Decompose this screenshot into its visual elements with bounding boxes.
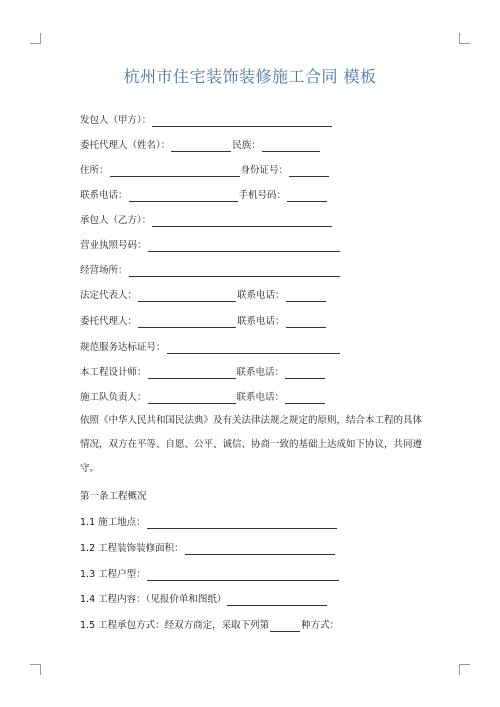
method-line [80, 620, 339, 632]
agent-name-blank[interactable] [171, 141, 231, 152]
agent-blank[interactable] [138, 317, 236, 328]
cert-line [80, 342, 341, 354]
site-blank[interactable] [147, 518, 337, 529]
team-leader-blank[interactable] [148, 393, 236, 404]
designer-blank[interactable] [148, 368, 236, 379]
id-number-blank[interactable] [289, 166, 329, 177]
site-label: 1.1 施工地点： [80, 517, 146, 528]
contractor-blank[interactable] [152, 216, 332, 227]
business-site-label: 经营场所： [80, 265, 128, 276]
legal-rep-blank[interactable] [138, 291, 236, 302]
employer-line [80, 115, 333, 127]
agent-phone-label: 联系电话： [237, 316, 285, 327]
designer-label: 本工程设计师： [80, 367, 147, 378]
designer-line [80, 367, 326, 379]
license-label: 营业执照号码： [80, 240, 147, 251]
layout-blank[interactable] [147, 570, 339, 581]
residence-label: 住所： [80, 165, 109, 176]
content-blank[interactable] [227, 595, 327, 606]
employer-blank[interactable] [152, 116, 332, 127]
method-label: 1.5 工程承包方式：经双方商定，采取下列第 [80, 620, 270, 631]
residence-line [80, 165, 330, 177]
phone-line [80, 190, 328, 202]
contractor-label: 承包人（乙方）： [80, 215, 152, 226]
phone-label: 联系电话： [80, 190, 128, 201]
crop-mark-top-left [30, 33, 41, 44]
mobile-label: 手机号码： [238, 190, 287, 201]
designer-phone-label: 联系电话： [236, 367, 285, 378]
cert-label: 规范服务达标证号： [80, 342, 166, 353]
layout-line [80, 569, 340, 581]
employer-label: 发包人（甲方）： [80, 115, 152, 126]
agent-name-label: 委托代理人（姓名）： [80, 140, 171, 151]
residence-blank[interactable] [110, 166, 240, 177]
content-label: 1.4 工程内容：（见报价单和图纸） [80, 594, 227, 605]
team-leader-label: 施工队负责人： [80, 392, 147, 403]
legal-rep-label: 法定代表人： [80, 290, 138, 301]
ethnicity-label: 民族： [232, 140, 261, 151]
agent-line [80, 316, 327, 328]
agent-name-line [80, 140, 321, 152]
mobile-blank[interactable] [287, 191, 327, 202]
legal-rep-phone-blank[interactable] [286, 291, 326, 302]
area-label: 1.2 工程装饰装修面积： [80, 543, 184, 554]
crop-mark-top-right [459, 33, 470, 44]
business-site-blank[interactable] [129, 266, 340, 277]
intro-paragraph: 依照《中华人民共和国民法典》及有关法律法规之规定的原则，结合本工程的具体情况，双方在平等、自愿、公平、诚信、协商一致的基础上达成如下协议，共同遵守。 [80, 415, 423, 474]
team-leader-line [80, 392, 326, 404]
agent-label: 委托代理人： [80, 316, 138, 327]
contractor-line [80, 215, 333, 227]
article1-heading [80, 491, 147, 503]
method-blank[interactable] [270, 621, 300, 632]
layout-label: 1.3 工程户型： [80, 569, 146, 580]
site-line [80, 517, 338, 529]
method-suffix: 种方式： [301, 620, 340, 631]
id-number-label: 身份证号： [240, 165, 289, 176]
license-line [80, 240, 341, 252]
area-line [80, 543, 336, 555]
license-blank[interactable] [148, 241, 340, 252]
team-leader-phone-blank[interactable] [285, 393, 325, 404]
team-leader-phone-label: 联系电话： [236, 392, 285, 403]
area-blank[interactable] [185, 544, 335, 555]
crop-mark-bottom-right [459, 664, 470, 675]
legal-rep-line [80, 290, 327, 302]
business-site-line [80, 265, 341, 277]
legal-rep-phone-label: 联系电话： [237, 290, 285, 301]
ethnicity-blank[interactable] [262, 141, 320, 152]
cert-blank[interactable] [167, 343, 340, 354]
document-title: 杭州市住宅装饰装修施工合同 模板 [123, 67, 377, 86]
content-line [80, 594, 328, 606]
article1-heading-text: 第一条工程概况 [80, 491, 147, 502]
agent-phone-blank[interactable] [286, 317, 326, 328]
crop-mark-bottom-left [30, 664, 41, 675]
phone-blank[interactable] [129, 191, 238, 202]
designer-phone-blank[interactable] [285, 368, 325, 379]
